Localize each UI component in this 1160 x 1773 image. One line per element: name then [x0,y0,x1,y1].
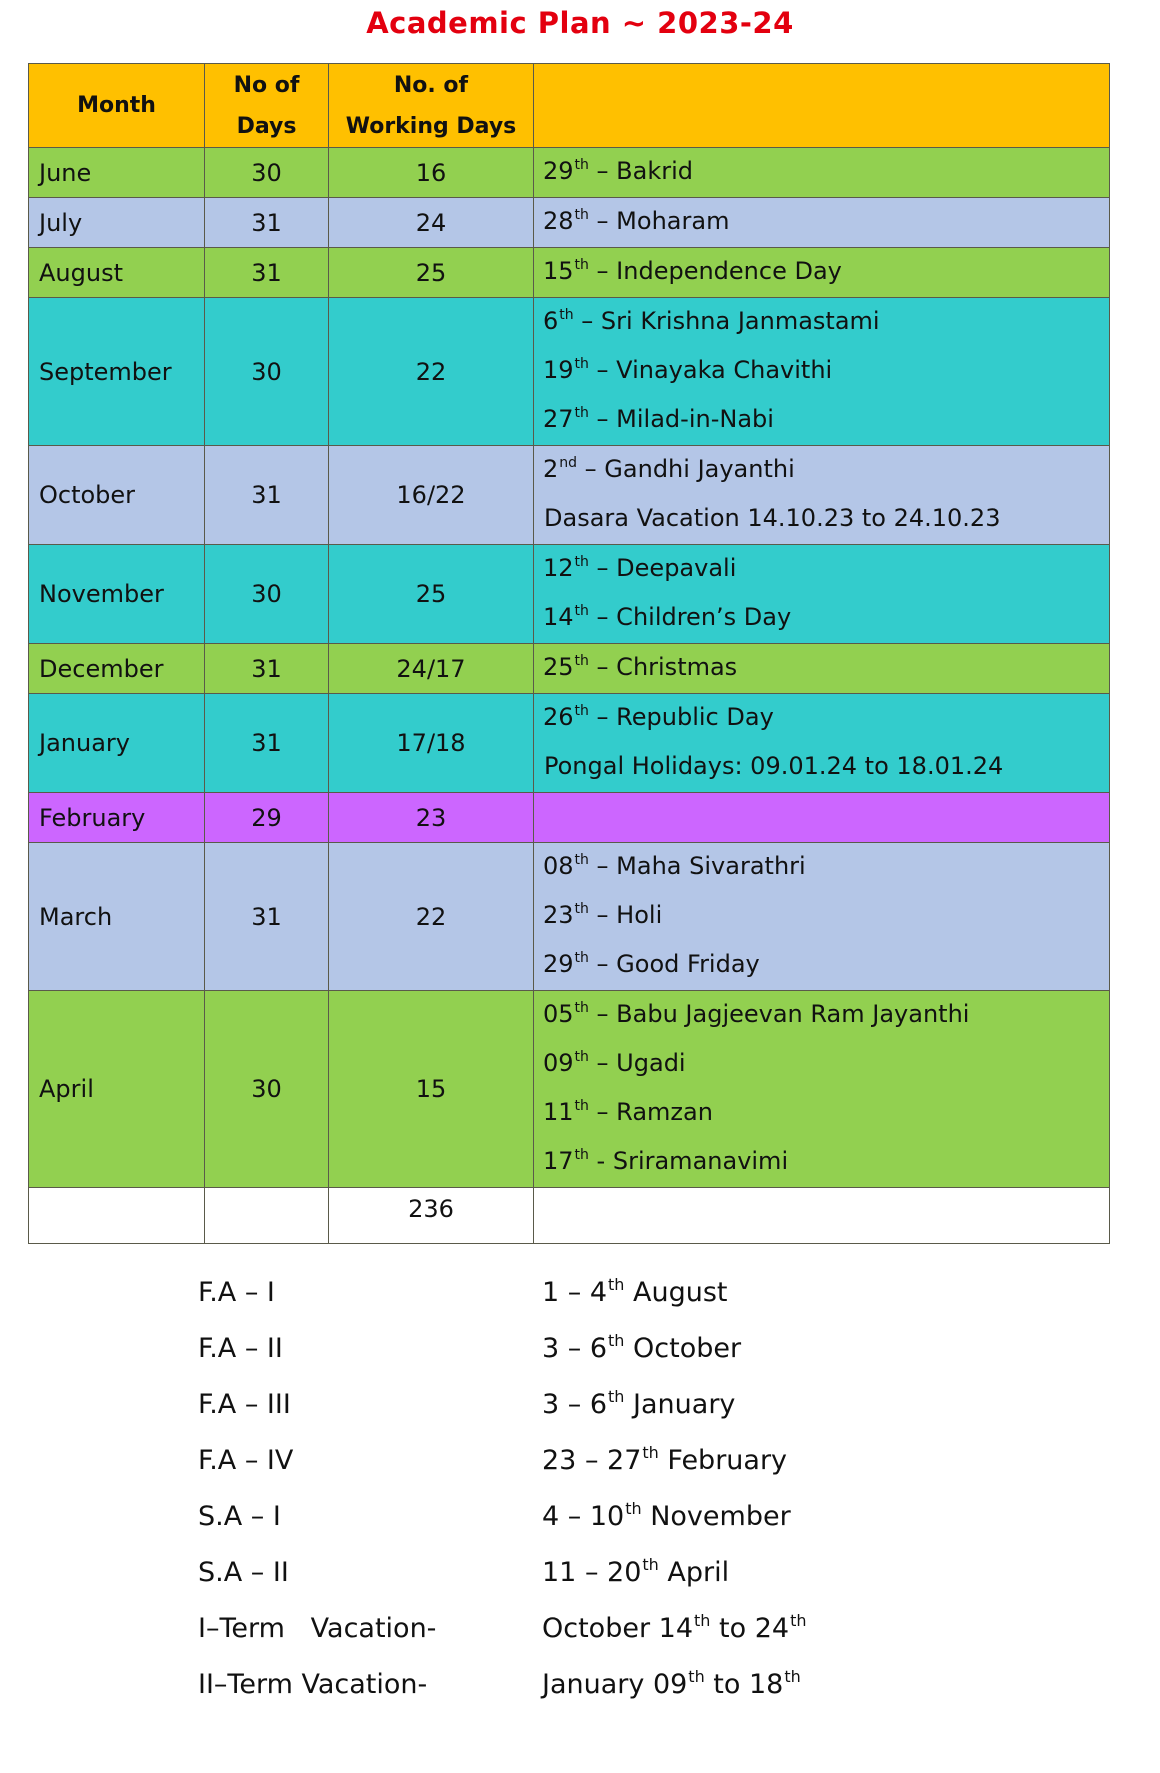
date-end: November [641,1501,791,1532]
table-row [29,843,1110,991]
days-cell: 31 [205,644,329,694]
date-end: April [658,1557,730,1588]
month-cell: April [29,991,205,1188]
holiday-entry [543,941,1109,990]
ordinal-suffix: th [574,1098,589,1114]
holiday-name: Pongal Holidays: 09.01.24 to 18.01.24 [544,752,1004,780]
holiday-name: – Bakrid [588,157,694,185]
assessment-label: II–Term Vacation- [198,1669,428,1700]
days-cell: 29 [205,793,329,843]
working-days-cell: 25 [329,545,534,644]
holiday-name: – Sri Krishna Janmastami [573,307,880,335]
holiday-date: 27 [543,405,574,433]
assessment-dates [542,1321,742,1380]
ordinal-suffix: th [574,405,589,421]
ordinal-suffix: th [642,1555,659,1574]
holidays-cell [534,793,1110,843]
holiday-date: 12 [543,554,574,582]
assessment-dates [542,1489,792,1548]
ordinal-suffix: th [790,1611,807,1630]
working-days-cell: 24 [329,198,534,248]
holiday-date: 6 [543,307,559,335]
ordinal-suffix: th [574,356,589,372]
ordinal-suffix: th [608,1275,625,1294]
ordinal-suffix: th [608,1387,625,1406]
working-days-cell: 16/22 [329,446,534,545]
working-days-cell: 22 [329,298,534,446]
working-days-cell: 16 [329,148,534,198]
table-row [29,545,1110,644]
total-month-cell [29,1188,205,1244]
academic-plan-table [28,63,1110,1244]
ordinal-suffix: th [574,257,589,273]
ordinal-suffix: th [694,1611,711,1630]
holiday-name: – Deepavali [588,554,737,582]
holiday-date: 29 [543,157,574,185]
month-cell: November [29,545,205,644]
assessment-dates [542,1433,788,1492]
days-cell: 30 [205,148,329,198]
table-row [29,446,1110,545]
month-cell: July [29,198,205,248]
days-cell: 31 [205,198,329,248]
holiday-date: 2 [543,455,559,483]
total-desc-cell [534,1188,1110,1244]
date-end: to 24 [710,1613,790,1644]
holiday-entry [543,495,1109,544]
holiday-entry [543,1138,1109,1187]
holiday-entry [543,248,1109,297]
holiday-entry [543,198,1109,247]
working-days-cell: 23 [329,793,534,843]
ordinal-suffix: th [574,554,589,570]
header-work-line2: Working Days [345,113,517,139]
holiday-date: 14 [543,603,574,631]
ordinal-suffix: th [574,901,589,917]
assessment-dates [542,1657,801,1716]
ordinal-suffix: nd [559,455,578,471]
holidays-cell [534,694,1110,793]
table-row [29,148,1110,198]
days-cell: 31 [205,843,329,991]
holidays-cell [534,545,1110,644]
date-start: 1 – 4 [542,1277,608,1308]
date-end: August [624,1277,728,1308]
holidays-cell [534,446,1110,545]
holiday-entry [543,644,1109,693]
ordinal-suffix: th [608,1331,625,1350]
holiday-name: – Ramzan [588,1098,713,1126]
holiday-date: 23 [543,901,574,929]
holiday-entry [543,298,1109,347]
holiday-entry [543,892,1109,941]
assessment-label: F.A – I [198,1277,275,1308]
assessment-dates [542,1265,729,1324]
holiday-name: – Children’s Day [588,603,792,631]
date-start: 3 – 6 [542,1333,608,1364]
table-row [29,644,1110,694]
holiday-name: – Christmas [588,653,738,681]
ordinal-suffix: th [574,653,589,669]
holiday-entry [543,991,1109,1040]
header-no-of-days [205,64,329,148]
holiday-name: – Independence Day [588,257,842,285]
date-end: to 18 [704,1669,784,1700]
date-start: 4 – 10 [542,1501,625,1532]
working-days-cell: 22 [329,843,534,991]
holiday-name: – Republic Day [588,703,774,731]
holidays-cell [534,298,1110,446]
holidays-cell [534,198,1110,248]
assessment-label: F.A – III [198,1389,291,1420]
ordinal-suffix: th [574,950,589,966]
holiday-name: – Gandhi Jayanthi [577,455,795,483]
assessment-label: F.A – IV [198,1445,294,1476]
holiday-entry [543,594,1109,643]
month-cell: June [29,148,205,198]
holiday-entry [543,843,1109,892]
ordinal-suffix: th [574,1049,589,1065]
assessment-label: F.A – II [198,1333,283,1364]
assessment-dates [542,1545,730,1604]
holiday-entry [543,694,1109,743]
holiday-name: Dasara Vacation 14.10.23 to 24.10.23 [544,504,1001,532]
ordinal-suffix: th [574,703,589,719]
holiday-date: 08 [543,852,574,880]
days-cell: 30 [205,545,329,644]
date-end: October [624,1333,742,1364]
ordinal-suffix: th [574,1147,589,1163]
total-row [29,1188,1110,1244]
assessment-dates [542,1601,806,1660]
holiday-name: – Maha Sivarathri [588,852,806,880]
days-cell: 31 [205,446,329,545]
ordinal-suffix: th [574,157,589,173]
header-days-line1: No of [233,72,300,98]
table-row [29,694,1110,793]
holiday-date: 19 [543,356,574,384]
ordinal-suffix: th [559,307,574,323]
holiday-date: 29 [543,950,574,978]
holidays-cell [534,644,1110,694]
ordinal-suffix: th [784,1667,801,1686]
date-end: January [624,1389,736,1420]
working-days-cell: 17/18 [329,694,534,793]
ordinal-suffix: th [574,603,589,619]
holidays-cell [534,991,1110,1188]
table-row [29,793,1110,843]
ordinal-suffix: th [574,852,589,868]
working-days-cell: 15 [329,991,534,1188]
ordinal-suffix: th [574,207,589,223]
assessment-label: S.A – I [198,1501,281,1532]
holiday-date: 11 [543,1098,574,1126]
holiday-date: 15 [543,257,574,285]
date-end: February [658,1445,788,1476]
ordinal-suffix: th [625,1499,642,1518]
table-header-row [29,64,1110,148]
table-row [29,248,1110,298]
holiday-date: 17 [543,1147,574,1175]
ordinal-suffix: th [642,1443,659,1462]
days-cell: 30 [205,991,329,1188]
days-cell: 31 [205,694,329,793]
month-cell: January [29,694,205,793]
holiday-entry [543,446,1109,495]
assessment-dates [542,1377,736,1436]
assessment-label: S.A – II [198,1557,289,1588]
header-holidays [534,64,1110,148]
assessment-label: I–Term Vacation- [198,1613,437,1644]
total-working-days: 236 [329,1188,534,1244]
ordinal-suffix: th [574,1000,589,1016]
days-cell: 30 [205,298,329,446]
ordinal-suffix: th [688,1667,705,1686]
holiday-date: 28 [543,207,574,235]
holiday-date: 26 [543,703,574,731]
month-cell: August [29,248,205,298]
days-cell: 31 [205,248,329,298]
holidays-cell [534,843,1110,991]
header-work-line1: No. of [393,72,469,98]
header-working-days [329,64,534,148]
holiday-entry [543,545,1109,594]
holiday-name: – Ugadi [588,1049,686,1077]
holiday-entry [543,743,1109,792]
holiday-date: 09 [543,1049,574,1077]
total-days-cell [205,1188,329,1244]
header-month: Month [29,64,205,148]
holiday-entry [543,1089,1109,1138]
holiday-name: – Vinayaka Chavithi [588,356,833,384]
holidays-cell [534,248,1110,298]
page-title: Academic Plan ~ 2023-24 [366,6,794,40]
holiday-entry [543,148,1109,197]
holiday-name: – Babu Jagjeevan Ram Jayanthi [588,1000,970,1028]
table-row [29,991,1110,1188]
table-row [29,298,1110,446]
month-cell: September [29,298,205,446]
holiday-entry [543,396,1109,445]
holiday-entry [543,347,1109,396]
holiday-date: 05 [543,1000,574,1028]
working-days-cell: 25 [329,248,534,298]
month-cell: October [29,446,205,545]
date-start: 23 – 27 [542,1445,642,1476]
holiday-date: 25 [543,653,574,681]
holiday-entry [543,1040,1109,1089]
date-start: October 14 [542,1613,693,1644]
header-days-line2: Days [236,113,297,139]
date-start: 11 – 20 [542,1557,642,1588]
holiday-name: - Sriramanavimi [588,1147,789,1175]
holiday-name: – Milad-in-Nabi [588,405,774,433]
holiday-name: – Moharam [588,207,730,235]
holiday-name: – Holi [588,901,663,929]
holidays-cell [534,148,1110,198]
date-start: 3 – 6 [542,1389,608,1420]
month-cell: March [29,843,205,991]
table-row [29,198,1110,248]
date-start: January 09 [542,1669,688,1700]
month-cell: December [29,644,205,694]
month-cell: February [29,793,205,843]
holiday-name: – Good Friday [588,950,760,978]
working-days-cell: 24/17 [329,644,534,694]
